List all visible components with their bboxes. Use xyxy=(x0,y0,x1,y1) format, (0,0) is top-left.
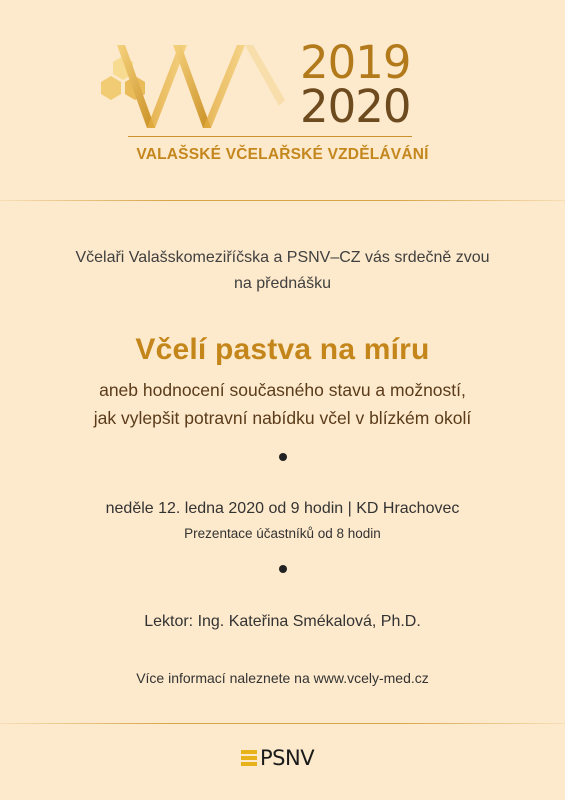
psnv-logo xyxy=(241,746,314,770)
lecture-title: Včelí pastva na míru xyxy=(135,333,430,366)
logo-divider xyxy=(128,136,412,137)
bottom-divider xyxy=(0,723,565,724)
lecturer: Lektor: Ing. Kateřina Smékalová, Ph.D. xyxy=(144,613,421,630)
header-logo xyxy=(0,0,565,180)
more-info: Více informací naleznete na www.vcely-med.cz xyxy=(136,670,429,686)
honeycomb-w-logo-icon xyxy=(95,40,300,130)
description-line-2: jak vylepšit potravní nabídku včel v blízkém okolí xyxy=(93,408,472,428)
bullet-divider xyxy=(279,565,287,573)
psnv-mark-icon xyxy=(241,750,257,766)
top-divider xyxy=(0,200,565,201)
invitation-line-2: na přednášku xyxy=(234,275,331,292)
program-subtitle: VALAŠSKÉ VČELAŘSKÉ VZDĚLÁVÁNÍ xyxy=(136,146,429,163)
bullet-divider xyxy=(279,453,287,461)
description-line-1: aneb hodnocení současného stavu a možností, xyxy=(99,380,466,400)
event-date-place: neděle 12. ledna 2020 od 9 hodin | KD Hrachovec xyxy=(105,500,460,517)
invitation-line-1: Včelaři Valašskomeziříčska a PSNV–CZ vás srdečně zvou xyxy=(75,249,490,266)
registration-time: Prezentace účastníků od 8 hodin xyxy=(184,526,381,541)
year-2019: 2019 xyxy=(300,36,411,89)
invitation-text xyxy=(0,245,565,297)
lecture-description xyxy=(0,376,565,432)
year-2020: 2020 xyxy=(300,80,411,133)
psnv-logo-text: PSNV xyxy=(260,746,315,770)
